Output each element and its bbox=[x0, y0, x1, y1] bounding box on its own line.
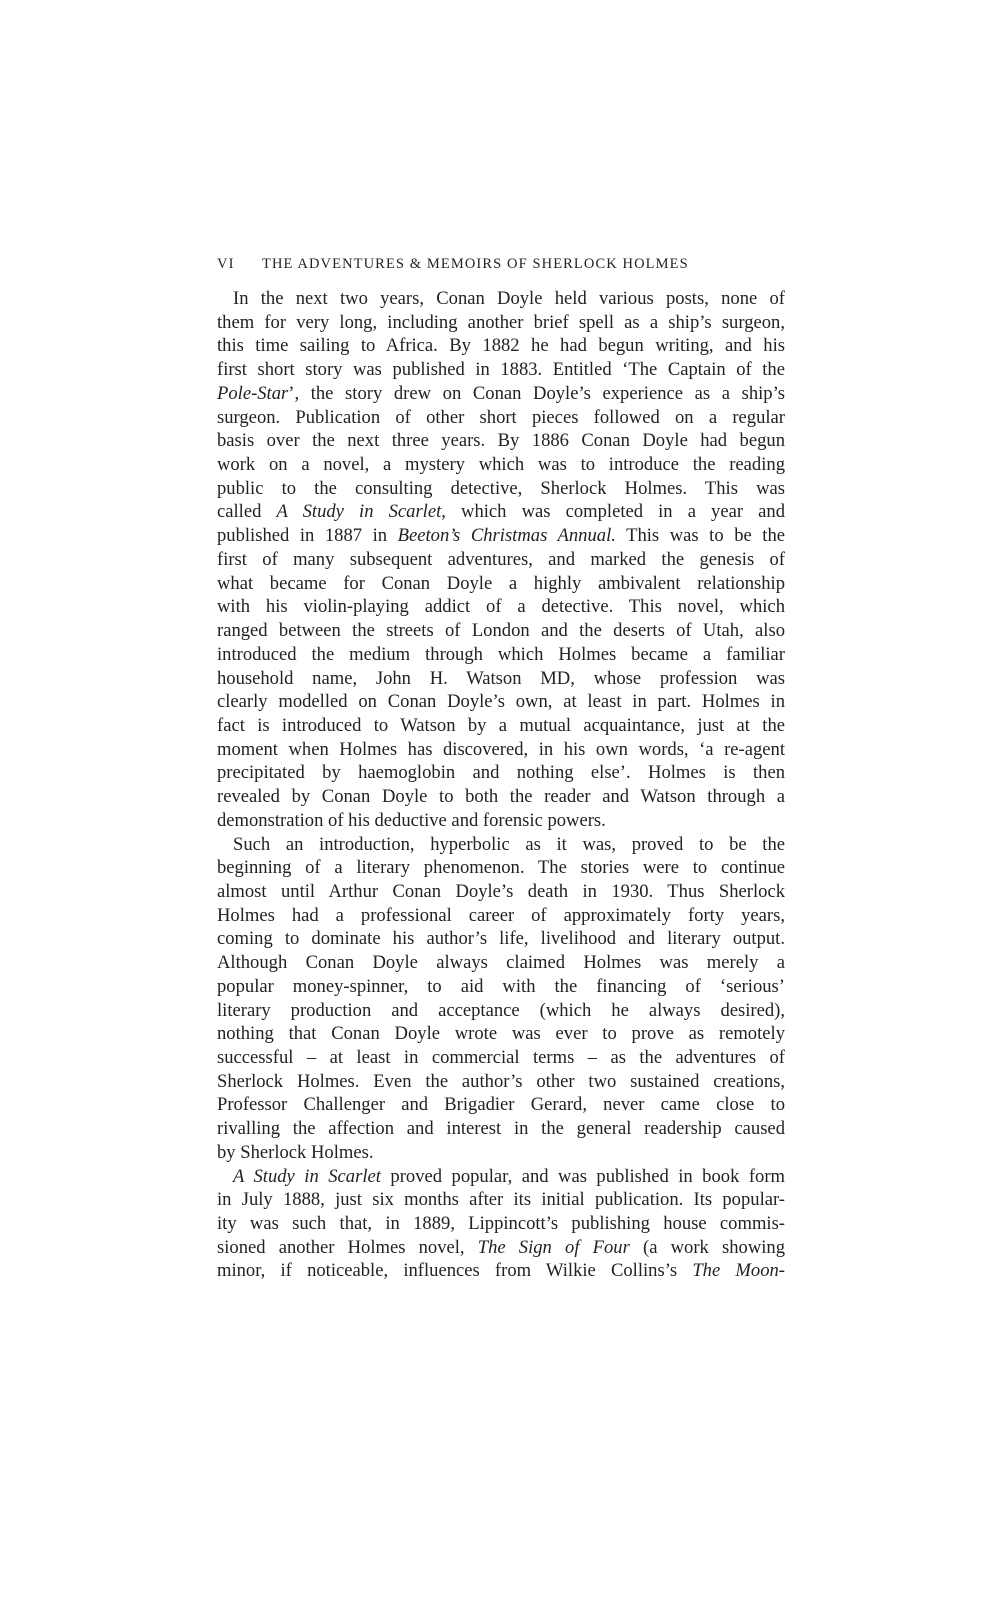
text-run: nothing that Conan Doyle wrote was ever to prove as remotely bbox=[217, 1023, 785, 1045]
text-run: ity was such that, in 1889, Lippincott’s publishing house commis- bbox=[217, 1213, 785, 1235]
text-line bbox=[217, 429, 785, 453]
text-run: rivalling the affection and interest in the general readership caused bbox=[217, 1118, 785, 1140]
text-run: what became for Conan Doyle a highly ambivalent relationship bbox=[217, 572, 785, 594]
text-line bbox=[217, 1093, 785, 1117]
text-run: first of many subsequent adventures, and marked the genesis of bbox=[217, 548, 785, 570]
text-run: moment when Holmes has discovered, in his own words, ‘a re-agent bbox=[217, 738, 785, 760]
text-run: sioned another Holmes novel, bbox=[217, 1236, 478, 1258]
text-line bbox=[217, 975, 785, 999]
text-line bbox=[217, 572, 785, 596]
text-run: called bbox=[217, 501, 277, 523]
text-run: revealed by Conan Doyle to both the reader and Watson through a bbox=[217, 786, 785, 808]
text-line bbox=[217, 1212, 785, 1236]
text-line bbox=[217, 1022, 785, 1046]
text-line bbox=[217, 809, 785, 833]
text-line bbox=[217, 382, 785, 406]
text-line bbox=[217, 904, 785, 928]
text-line bbox=[217, 311, 785, 335]
text-run: ranged between the streets of London and the deserts of Utah, also bbox=[217, 620, 785, 642]
text-run: work on a novel, a mystery which was to introduce the reading bbox=[217, 454, 785, 476]
text-line bbox=[217, 287, 785, 311]
text-run: beginning of a literary phenomenon. The stories were to continue bbox=[217, 857, 785, 879]
text-line bbox=[217, 1070, 785, 1094]
running-header bbox=[217, 256, 757, 273]
italic-title-text: Pole-Star bbox=[217, 382, 289, 404]
italic-title-text: Beeton’s Christmas Annual. bbox=[397, 525, 616, 547]
text-line bbox=[217, 1236, 785, 1260]
text-line bbox=[217, 619, 785, 643]
text-run: This was to be the bbox=[615, 525, 786, 547]
text-run: in July 1888, just six months after its initial publication. Its popular- bbox=[217, 1189, 785, 1211]
text-run: literary production and acceptance (which he always desired), bbox=[217, 999, 785, 1021]
italic-title-text: A Study in Scarlet bbox=[276, 501, 442, 523]
page-number: VI bbox=[217, 256, 235, 272]
text-run: clearly modelled on Conan Doyle’s own, at least in part. Holmes in bbox=[217, 691, 785, 713]
text-run: proved popular, and was published in book form bbox=[380, 1165, 785, 1187]
text-line bbox=[217, 334, 785, 358]
text-run: surgeon. Publication of other short pieces followed on a regular bbox=[217, 406, 785, 428]
body-text bbox=[217, 287, 785, 1283]
text-run: precipitated by haemoglobin and nothing else’. Holmes is then bbox=[217, 762, 785, 784]
text-run: Sherlock Holmes. Even the author’s other two sustained creations, bbox=[217, 1070, 785, 1092]
text-line bbox=[217, 761, 785, 785]
italic-title-text: A Study in Scarlet bbox=[233, 1165, 381, 1187]
text-line bbox=[217, 1259, 785, 1283]
text-run: public to the consulting detective, Sherlock Holmes. This was bbox=[217, 477, 785, 499]
text-line bbox=[217, 548, 785, 572]
text-line bbox=[217, 714, 785, 738]
text-run: successful – at least in commercial terms – as the adventures of bbox=[217, 1047, 785, 1068]
text-line bbox=[217, 927, 785, 951]
text-run: with his violin-playing addict of a detective. This novel, which bbox=[217, 596, 785, 618]
italic-title-text: The Sign of Four bbox=[477, 1236, 630, 1258]
text-line bbox=[217, 477, 785, 501]
text-run: ’, the story drew on Conan Doyle’s experience as a ship’s bbox=[288, 382, 785, 404]
text-run: coming to dominate his author’s life, livelihood and literary output. bbox=[217, 928, 785, 950]
text-line bbox=[217, 1046, 785, 1070]
text-run: In the next two years, Conan Doyle held various posts, none of bbox=[233, 288, 785, 309]
text-line bbox=[217, 643, 785, 667]
text-line bbox=[217, 1188, 785, 1212]
italic-title-text: The Moon- bbox=[692, 1260, 785, 1282]
text-line bbox=[217, 524, 785, 548]
text-line bbox=[217, 999, 785, 1023]
text-line bbox=[217, 690, 785, 714]
text-run: first short story was published in 1883. Entitled ‘The Captain of the bbox=[217, 359, 785, 381]
text-run: Such an introduction, hyperbolic as it was, proved to be the bbox=[233, 833, 785, 855]
text-run: this time sailing to Africa. By 1882 he had begun writing, and his bbox=[217, 335, 785, 357]
text-line bbox=[217, 667, 785, 691]
text-line bbox=[217, 1165, 785, 1189]
text-line bbox=[217, 880, 785, 904]
text-line bbox=[217, 856, 785, 880]
text-run: Although Conan Doyle always claimed Holmes was merely a bbox=[217, 952, 785, 974]
text-line bbox=[217, 1141, 785, 1165]
text-line bbox=[217, 453, 785, 477]
text-run: basis over the next three years. By 1886 Conan Doyle had begun bbox=[217, 430, 785, 452]
text-run: household name, John H. Watson MD, whose profession was bbox=[217, 667, 785, 689]
text-run: (a work showing bbox=[629, 1236, 786, 1258]
text-run: by Sherlock Holmes. bbox=[217, 1141, 374, 1163]
text-line bbox=[217, 951, 785, 975]
text-line bbox=[217, 833, 785, 857]
text-line bbox=[217, 358, 785, 382]
text-line bbox=[217, 785, 785, 809]
text-run: Holmes had a professional career of approximately forty years, bbox=[217, 904, 785, 926]
text-run: minor, if noticeable, influences from Wilkie Collins’s bbox=[217, 1260, 693, 1282]
running-title: THE ADVENTURES & MEMOIRS OF SHERLOCK HOLMES bbox=[262, 256, 689, 272]
text-run: popular money-spinner, to aid with the financing of ‘serious’ bbox=[217, 975, 785, 997]
text-run: , which was completed in a year and bbox=[441, 501, 785, 523]
text-run: fact is introduced to Watson by a mutual acquaintance, just at the bbox=[217, 714, 785, 736]
text-line bbox=[217, 595, 785, 619]
text-run: published in 1887 in bbox=[217, 525, 398, 547]
text-run: Professor Challenger and Brigadier Gerard, never came close to bbox=[217, 1094, 785, 1116]
text-run: demonstration of his deductive and forensic powers. bbox=[217, 809, 606, 831]
text-line bbox=[217, 738, 785, 762]
text-line bbox=[217, 1117, 785, 1141]
text-run: them for very long, including another brief spell as a ship’s surgeon, bbox=[217, 311, 785, 333]
text-line bbox=[217, 406, 785, 430]
text-run: almost until Arthur Conan Doyle’s death in 1930. Thus Sherlock bbox=[217, 880, 785, 902]
text-line bbox=[217, 500, 785, 524]
text-run: introduced the medium through which Holmes became a familiar bbox=[217, 643, 785, 665]
